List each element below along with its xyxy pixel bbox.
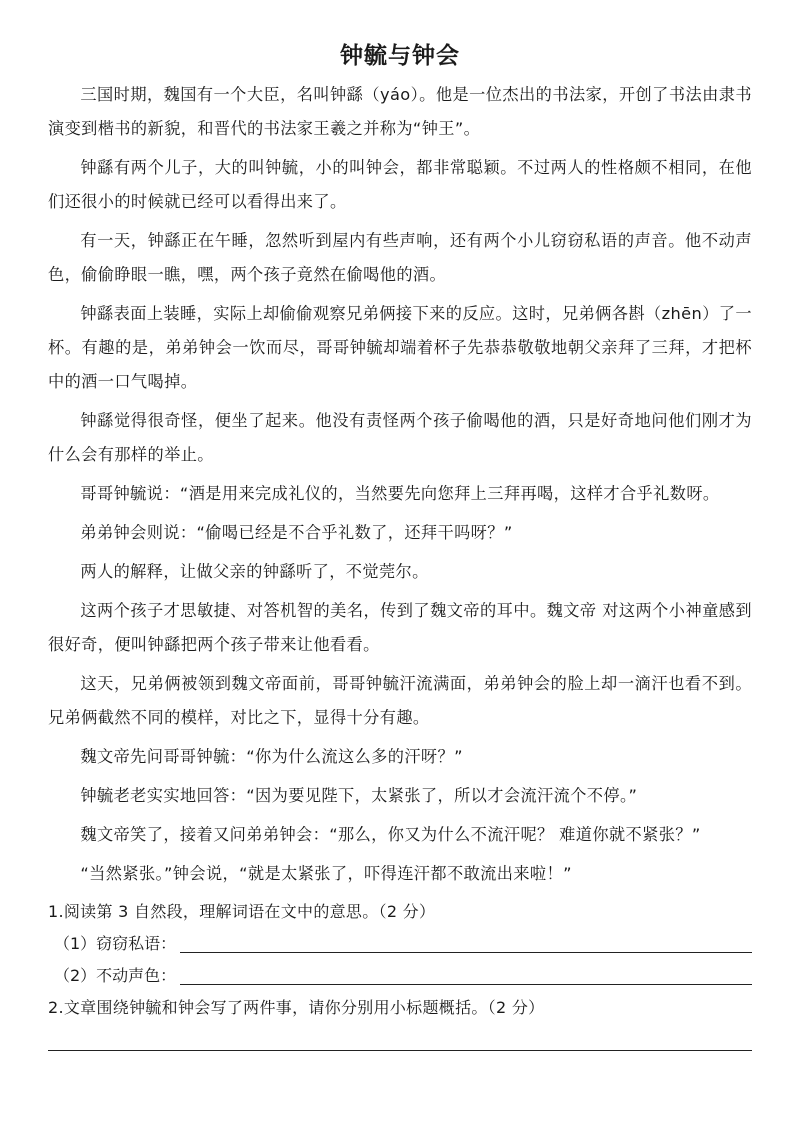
paragraph: 魏文帝笑了，接着又问弟弟钟会：“那么，你又为什么不流汗呢？ 难道你就不紧张？” [80,825,701,844]
question-1-item-2-label: （2）不动声色： [54,966,177,985]
question-1-item-1 [48,928,752,960]
paragraph: 钟繇表面上装睡，实际上却偷偷观察兄弟俩接下来的反应。这时，兄弟俩各斟（zhēn）了一杯。有趣的是，弟弟钟会一饮而尽，哥哥钟毓却端着杯子先恭恭敬敬地朝父亲拜了三拜，才把杯中的酒一口气喝掉。 [48,304,752,391]
paragraph: 三国时期，魏国有一个大臣，名叫钟繇（yáo）。他是一位杰出的书法家，开创了书法由隶书演变到楷书的新貌，和晋代的书法家王羲之并称为“钟王”。 [48,85,752,138]
paragraph: 两人的解释，让做父亲的钟繇听了，不觉莞尔。 [80,562,429,581]
paragraph: 钟繇有两个儿子，大的叫钟毓，小的叫钟会，都非常聪颖。不过两人的性格颇不相同，在他们还很小的时候就已经可以看得出来了。 [48,158,752,211]
question-1: 1.阅读第 3 自然段，理解词语在文中的意思。（2 分） [48,902,436,921]
questions-section [48,896,752,1051]
paragraph: 钟繇觉得很奇怪，便坐了起来。他没有责怪两个孩子偷喝他的酒，只是好奇地问他们刚才为什么会有那样的举止。 [48,411,752,464]
answer-blank-2[interactable] [180,964,752,985]
article-title: 钟毓与钟会 [340,43,460,69]
paragraph: 弟弟钟会则说：“偷喝已经是不合乎礼数了，还拜干吗呀？” [80,523,513,542]
answer-blank-1[interactable] [180,932,752,953]
paragraph: 钟毓老老实实地回答：“因为要见陛下，太紧张了，所以才会流汗流个不停。” [80,786,638,805]
paragraph: 有一天，钟繇正在午睡，忽然听到屋内有些声响，还有两个小儿窃窃私语的声音。他不动声色，偷偷睁眼一瞧，嘿，两个孩子竟然在偷喝他的酒。 [48,231,752,284]
paragraph: “当然紧张。”钟会说，“就是太紧张了，吓得连汗都不敢流出来啦！” [80,864,572,883]
paragraph: 哥哥钟毓说：“酒是用来完成礼仪的，当然要先向您拜上三拜再喝，这样才合乎礼数呀。 [80,484,720,503]
question-2: 2.文章围绕钟毓和钟会写了两件事，请你分别用小标题概括。（2 分） [48,998,545,1017]
paragraph: 这两个孩子才思敏捷、对答机智的美名，传到了魏文帝的耳中。魏文帝 对这两个小神童感到很好奇，便叫钟繇把两个孩子带来让他看看。 [48,601,752,654]
article-body [48,78,752,891]
question-1-item-2 [48,960,752,992]
answer-blank-3[interactable] [48,1050,752,1051]
question-1-item-1-label: （1）窃窃私语： [54,934,177,953]
paragraph: 魏文帝先问哥哥钟毓：“你为什么流这么多的汗呀？” [80,747,463,766]
paragraph: 这天，兄弟俩被领到魏文帝面前，哥哥钟毓汗流满面，弟弟钟会的脸上却一滴汗也看不到。兄弟俩截然不同的模样，对比之下，显得十分有趣。 [48,674,752,727]
